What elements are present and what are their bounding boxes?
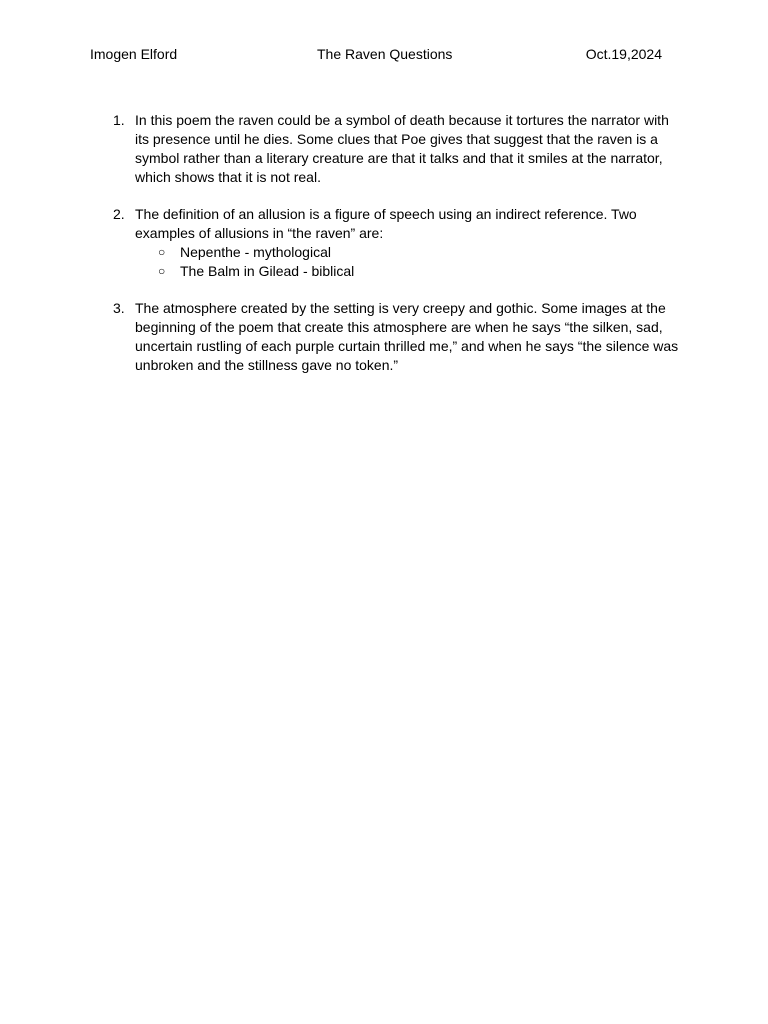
answer-item-2 <box>113 205 680 281</box>
allusion-item <box>158 243 680 262</box>
page-header <box>90 45 662 65</box>
answer-text: In this poem the raven could be a symbol of death because it tortures the narrator with its presence until he dies. Some clues that Poe gives that suggest that the raven is a symbol rather than a literary creature are that it talks and that it smiles at the narrator, which shows that it is not real. <box>135 112 669 185</box>
answer-number: 3. <box>113 300 125 316</box>
allusion-item <box>158 262 680 281</box>
allusion-text: The Balm in Gilead - biblical <box>180 263 355 279</box>
answer-item-3 <box>113 299 680 375</box>
allusion-text: Nepenthe - mythological <box>180 244 331 260</box>
answer-text: The definition of an allusion is a figure of speech using an indirect reference. Two examples of allusions in “the raven” are: <box>135 206 637 241</box>
answer-number: 2. <box>113 206 125 222</box>
allusion-list <box>158 243 680 281</box>
header-title: The Raven Questions <box>317 46 453 62</box>
answers-list <box>113 111 680 393</box>
header-author: Imogen Elford <box>90 46 178 62</box>
answer-item-1 <box>113 111 680 187</box>
circle-bullet-icon: ○ <box>158 264 166 278</box>
answer-text: The atmosphere created by the setting is very creepy and gothic. Some images at the beginning of the poem that create this atmosphere are when he says “the silken, sad, uncertain rustling of each purple curtain thrilled me,” and when he says “the silence was unbroken and the stillness gave no token.” <box>135 300 679 373</box>
circle-bullet-icon: ○ <box>158 245 166 259</box>
answer-number: 1. <box>113 112 125 128</box>
header-date: Oct.19,2024 <box>585 46 662 62</box>
